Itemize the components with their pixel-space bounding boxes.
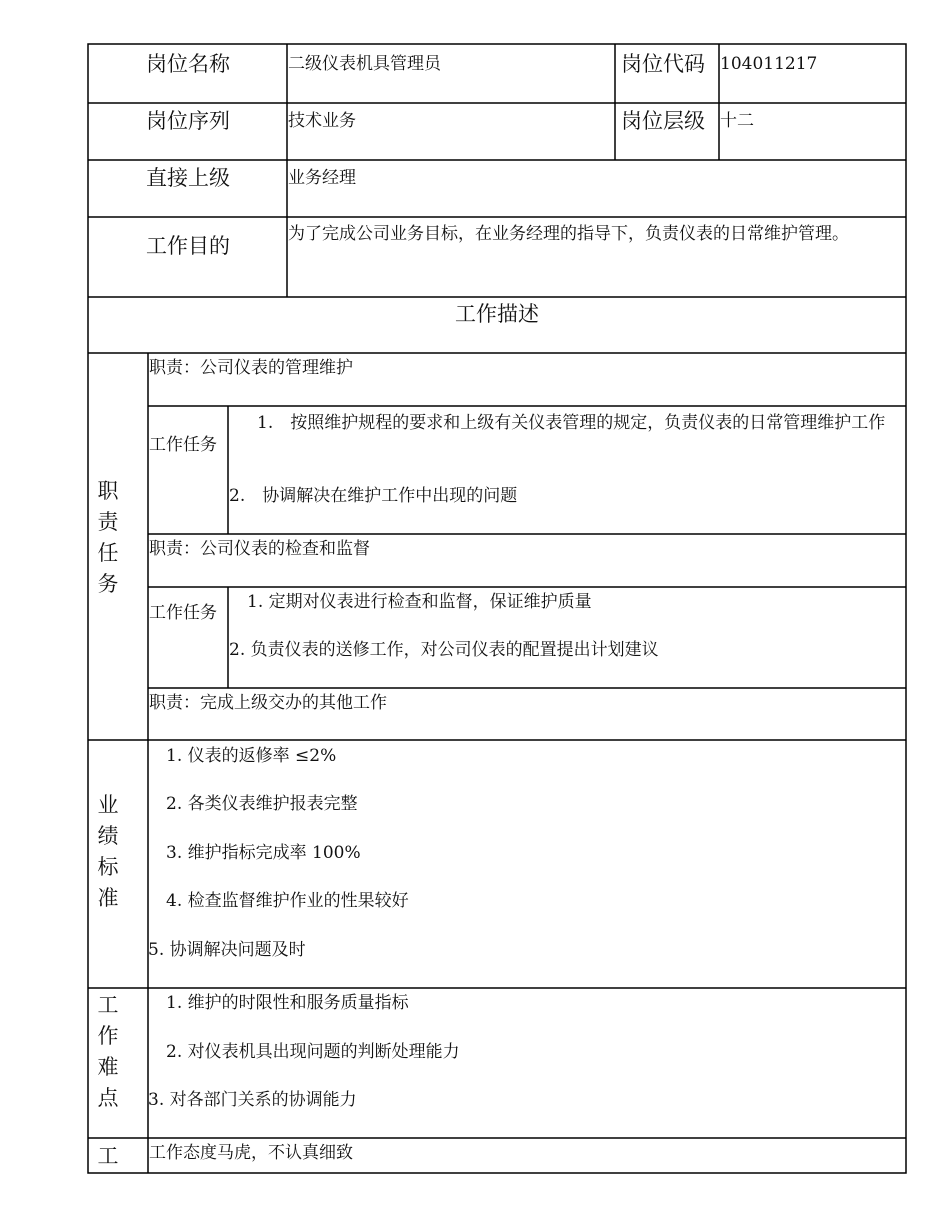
difficulties-side-label: 工 作 难 点	[97, 993, 119, 1110]
position-code-label: 岗位代码	[621, 52, 705, 76]
performance-item-4: 4. 检查监督维护作业的性果较好	[166, 891, 409, 911]
position-level-value: 十二	[720, 111, 754, 131]
direct-superior-label: 直接上级	[146, 166, 230, 190]
work-description-title: 工作描述	[455, 302, 539, 326]
position-series-label: 岗位序列	[146, 109, 230, 133]
difficulty-item-2: 2. 对仪表机具出现问题的判断处理能力	[166, 1042, 460, 1062]
performance-item-3: 3. 维护指标完成率 100%	[166, 843, 361, 863]
performance-side-label: 业 绩 标 准	[97, 793, 119, 910]
duty-1-task-2: 2. 协调解决在维护工作中出现的问题	[229, 486, 518, 506]
duty-2-task-1: 1. 定期对仪表进行检查和监督，保证维护质量	[247, 592, 592, 612]
performance-item-5: 5. 协调解决问题及时	[148, 940, 306, 960]
last-row-side-label: 工	[97, 1144, 119, 1168]
position-name-label: 岗位名称	[146, 52, 230, 76]
position-code-value: 104011217	[720, 54, 818, 74]
direct-superior-value: 业务经理	[288, 168, 356, 188]
difficulty-item-1: 1. 维护的时限性和服务质量指标	[166, 993, 409, 1013]
position-name-value: 二级仪表机具管理员	[288, 54, 441, 74]
difficulty-item-3: 3. 对各部门关系的协调能力	[148, 1090, 357, 1110]
work-purpose-value: 为了完成公司业务目标，在业务经理的指导下，负责仪表的日常维护管理。	[288, 224, 849, 244]
performance-item-2: 2. 各类仪表维护报表完整	[166, 794, 358, 814]
duty-1-task-1: 1. 按照维护规程的要求和上级有关仪表管理的规定，负责仪表的日常管理维护工作	[257, 413, 886, 433]
duty-title-3: 职责：完成上级交办的其他工作	[149, 693, 387, 713]
position-series-value: 技术业务	[288, 111, 356, 131]
position-level-label: 岗位层级	[621, 109, 705, 133]
duties-side-label: 职 责 任 务	[97, 479, 119, 596]
work-purpose-label: 工作目的	[146, 234, 230, 258]
task-label-1: 工作任务	[149, 435, 217, 455]
duty-2-task-2: 2. 负责仪表的送修工作，对公司仪表的配置提出计划建议	[229, 640, 659, 660]
last-row-value: 工作态度马虎，不认真细致	[149, 1143, 353, 1163]
duty-title-1: 职责：公司仪表的管理维护	[149, 358, 353, 378]
task-label-2: 工作任务	[149, 603, 217, 623]
performance-item-1: 1. 仪表的返修率 ≤2%	[166, 746, 337, 766]
duty-title-2: 职责：公司仪表的检查和监督	[149, 539, 370, 559]
